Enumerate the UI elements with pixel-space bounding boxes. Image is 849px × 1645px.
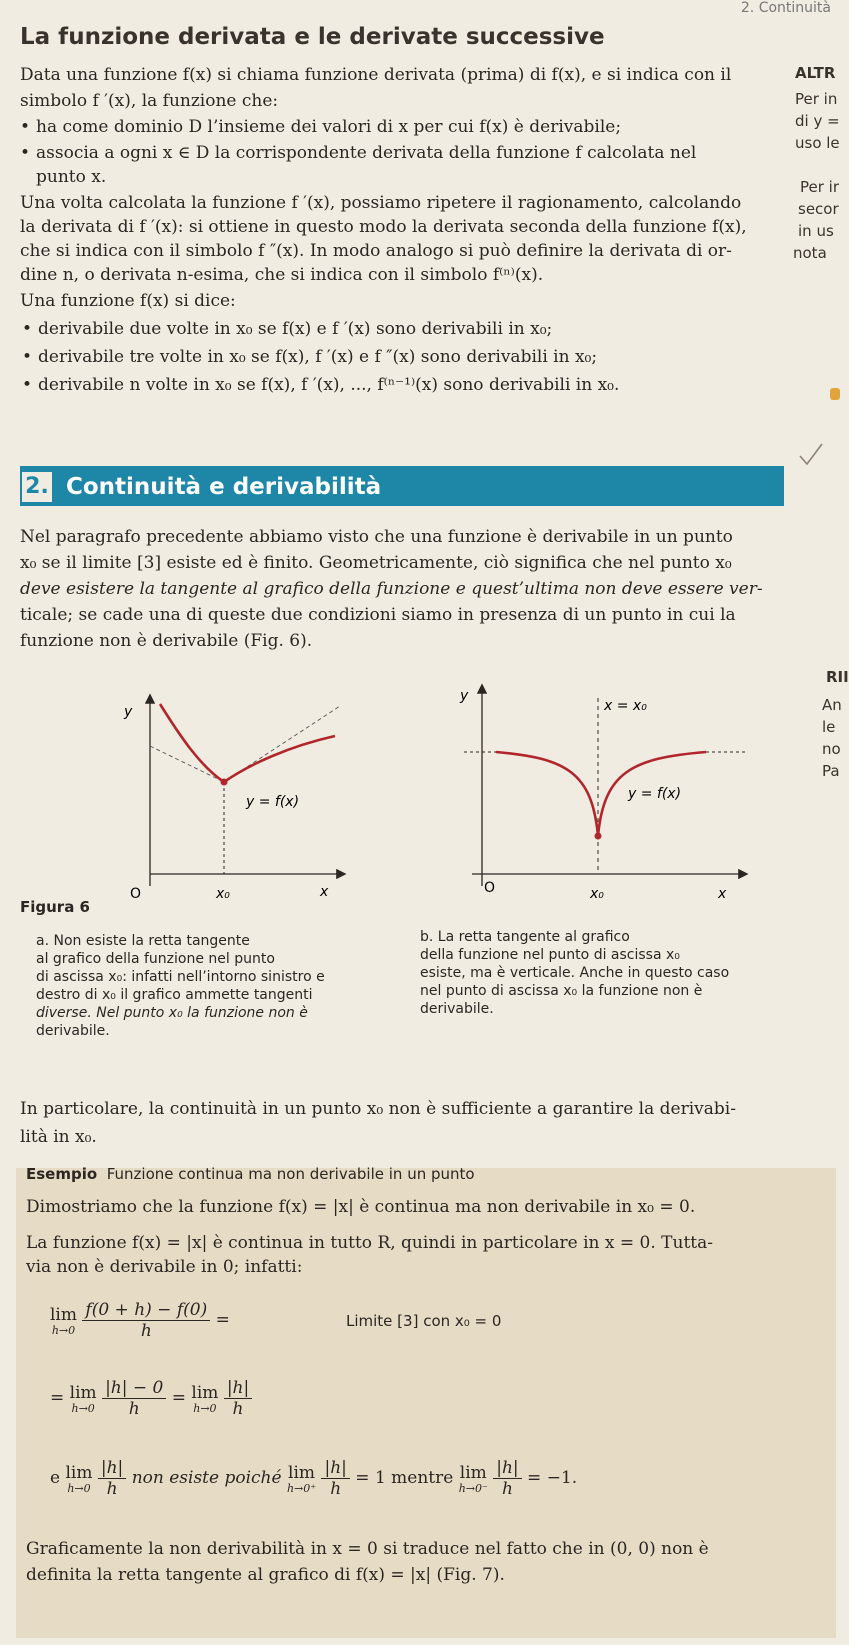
fraction-denominator: h	[106, 1479, 118, 1499]
lim-operator: lim	[69, 1382, 97, 1403]
example-label: Esempio	[26, 1165, 98, 1183]
sidebar-marker	[830, 388, 840, 400]
sidebar-text: no	[822, 740, 841, 758]
intro-line: Data una funzione f(x) si chiama funzione derivata (prima) di f(x), e si indica con il	[20, 65, 732, 85]
sidebar-text: le	[822, 718, 836, 736]
fraction-numerator: |h| − 0	[102, 1378, 166, 1399]
paragraph-line: Una funzione f(x) si dice:	[20, 291, 236, 311]
intro-line: simbolo f ′(x), la funzione che:	[20, 91, 279, 111]
curve-y-fx	[160, 704, 335, 782]
sidebar-text: An	[822, 696, 842, 714]
caption-line: esiste, ma è verticale. Anche in questo caso	[420, 965, 730, 981]
equals-sign: =	[215, 1310, 230, 1330]
statement-line: lità in x₀.	[20, 1127, 97, 1147]
example-line: Dimostriamo che la funzione f(x) = |x| è continua ma non derivabile in x₀ = 0.	[26, 1197, 696, 1217]
corner-point	[221, 779, 228, 786]
caption-line: derivabile.	[36, 1023, 110, 1039]
caption-line: nel punto di ascissa x₀ la funzione non è	[420, 983, 703, 999]
bullet-item: • ha come dominio D l’insieme dei valori di x per cui f(x) è derivabile;	[36, 116, 621, 138]
sidebar-text: Per in	[795, 90, 838, 108]
section-heading: Continuità e derivabilità	[66, 474, 382, 500]
equals-sign: =	[171, 1388, 186, 1408]
fraction-numerator: |h|	[224, 1378, 252, 1399]
checkmark-icon	[796, 440, 826, 470]
origin-label: O	[484, 880, 496, 896]
figure-6b-graph	[456, 676, 756, 916]
example-line: via non è derivabile in 0; infatti:	[26, 1257, 303, 1277]
paragraph-line: ticale; se cade una di queste due condizioni siamo in presenza di un punto in cui la	[20, 605, 736, 625]
text-minus-one: = −1.	[527, 1468, 578, 1488]
left-tangent	[150, 746, 224, 782]
formula-line-1	[50, 1300, 230, 1341]
paragraph-line: deve esistere la tangente al grafico della funzione e quest’ultima non deve essere ver-	[20, 579, 763, 599]
fraction-numerator: |h|	[493, 1458, 521, 1479]
lim-operator: lim	[50, 1304, 77, 1325]
caption-line: diverse. Nel punto x₀ la funzione non è	[36, 1005, 308, 1021]
bullet-item: • associa a ogni x ∈ D la corrispondente derivata della funzione f calcolata nel	[36, 142, 696, 164]
bullet-continuation: punto x.	[36, 167, 107, 187]
example-title: Funzione continua ma non derivabile in un punto	[106, 1165, 475, 1183]
statement-line: In particolare, la continuità in un punto x₀ non è sufficiente a garantire la derivabi-	[20, 1099, 736, 1119]
running-head: 2. Continuità	[740, 0, 831, 16]
lim-operator: lim	[65, 1462, 93, 1483]
figure-label: Figura 6	[20, 898, 90, 916]
bullet-item: • derivabile tre volte in x₀ se f(x), f ′(x) e f ″(x) sono derivabili in x₀;	[38, 346, 597, 368]
x0-tick-label: x₀	[216, 886, 230, 902]
sidebar-text: nota	[793, 244, 827, 262]
sidebar-text: uso le	[795, 134, 840, 152]
sidebar-heading: ALTR	[795, 64, 836, 82]
fraction-denominator: h	[128, 1399, 140, 1419]
text-mentre: = 1 mentre	[355, 1468, 454, 1488]
example-heading	[26, 1165, 475, 1183]
fraction-denominator: h	[140, 1321, 152, 1341]
lim-operator: lim	[191, 1382, 219, 1403]
text-e: e	[50, 1468, 61, 1488]
paragraph-line: Nel paragrafo precedente abbiamo visto che una funzione è derivabile in un punto	[20, 527, 733, 547]
vline-label: x = x₀	[604, 698, 647, 714]
sidebar-heading: RII	[826, 668, 849, 686]
bullet-item: • derivabile n volte in x₀ se f(x), f ′(x), ..., f⁽ⁿ⁻¹⁾(x) sono derivabili in x₀.	[38, 374, 619, 396]
x0-tick-label: x₀	[590, 886, 604, 902]
sidebar-text: di y =	[795, 112, 840, 130]
example-line: La funzione f(x) = |x| è continua in tutto R, quindi in particolare in x = 0. Tutta-	[26, 1233, 713, 1253]
formula-note: Limite [3] con x₀ = 0	[346, 1312, 502, 1330]
curve-label: y = f(x)	[246, 794, 300, 810]
fraction-denominator: h	[501, 1479, 513, 1499]
caption-line: destro di x₀ il grafico ammette tangenti	[36, 987, 313, 1003]
section-title-derivata: La funzione derivata e le derivate successive	[20, 24, 605, 50]
section-number: 2.	[22, 472, 52, 502]
lim-subscript: h→0	[67, 1481, 91, 1495]
sidebar-text: secor	[798, 200, 839, 218]
y-axis-label: y	[124, 704, 133, 720]
text-non-esiste: non esiste poiché	[131, 1468, 282, 1488]
fraction-denominator: h	[330, 1479, 342, 1499]
x-axis-label: x	[320, 884, 329, 900]
caption-line: della funzione nel punto di ascissa x₀	[420, 947, 680, 963]
caption-a	[36, 932, 416, 1040]
lim-subscript: h→0⁺	[286, 1481, 317, 1495]
origin-label: O	[130, 886, 142, 902]
sidebar-text: Per ir	[800, 178, 840, 196]
x-axis-label: x	[718, 886, 727, 902]
caption-line: b. La retta tangente al grafico	[420, 929, 630, 945]
fraction-denominator: h	[232, 1399, 244, 1419]
formula-line-2	[50, 1378, 252, 1419]
lim-subscript: h→0	[193, 1401, 217, 1415]
figure-6a-graph	[120, 686, 360, 916]
lim-operator: lim	[288, 1462, 316, 1483]
fraction-numerator: |h|	[321, 1458, 349, 1479]
caption-line: di ascissa x₀: infatti nell’intorno sinistro e	[36, 969, 325, 985]
paragraph-line: funzione non è derivabile (Fig. 6).	[20, 631, 313, 651]
example-line: definita la retta tangente al grafico di f(x) = |x| (Fig. 7).	[26, 1565, 505, 1585]
lim-subscript: h→0	[71, 1401, 95, 1415]
lim-operator: lim	[459, 1462, 487, 1483]
curve-label: y = f(x)	[628, 786, 682, 802]
caption-line: a. Non esiste la retta tangente	[36, 933, 250, 949]
paragraph-line: dine n, o derivata n-esima, che si indica con il simbolo f⁽ⁿ⁾(x).	[20, 265, 544, 285]
y-axis-label: y	[460, 688, 469, 704]
paragraph-line: x₀ se il limite [3] esiste ed è finito. Geometricamente, ciò significa che nel punto x₀	[20, 553, 732, 573]
fraction-numerator: f(0 + h) − f(0)	[82, 1300, 210, 1321]
sidebar-text: Pa	[822, 762, 840, 780]
bullet-item: • derivabile due volte in x₀ se f(x) e f ′(x) sono derivabili in x₀;	[38, 318, 552, 340]
cusp-point	[595, 833, 602, 840]
caption-line: derivabile.	[420, 1001, 494, 1017]
caption-b	[420, 928, 830, 1018]
equals-sign: =	[50, 1388, 65, 1408]
caption-line: al grafico della funzione nel punto	[36, 951, 275, 967]
paragraph-line: che si indica con il simbolo f ″(x). In modo analogo si può definire la derivata di or-	[20, 241, 732, 261]
formula-line-3	[50, 1458, 577, 1499]
paragraph-line: la derivata di f ′(x): si ottiene in questo modo la derivata seconda della funzione f(x),	[20, 217, 747, 237]
lim-subscript: h→0	[51, 1323, 76, 1337]
example-line: Graficamente la non derivabilità in x = 0 si traduce nel fatto che in (0, 0) non è	[26, 1539, 709, 1559]
paragraph-line: Una volta calcolata la funzione f ′(x), possiamo ripetere il ragionamento, calcolando	[20, 193, 742, 213]
lim-subscript: h→0⁻	[458, 1481, 488, 1495]
fraction-numerator: |h|	[98, 1458, 126, 1479]
sidebar-text: in us	[798, 222, 834, 240]
